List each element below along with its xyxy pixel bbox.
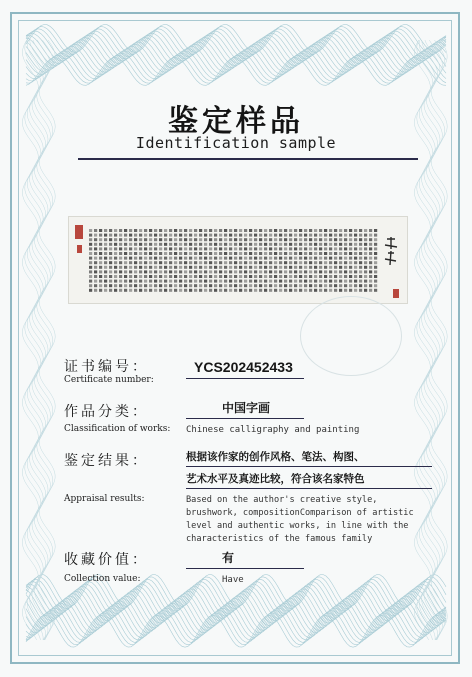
- certificate-number-value: YCS202452433: [194, 359, 293, 375]
- embossed-seal: [300, 296, 402, 376]
- collection-value-en: Have: [222, 575, 244, 585]
- appraisal-value-line2: 艺术水平及真迹比较，符合该名家特色: [186, 473, 365, 485]
- appraisal-value-en-line1: Based on the author's creative style,: [186, 495, 378, 505]
- value-underline: [186, 418, 304, 419]
- seal-stamp-small: [77, 245, 82, 253]
- title-english: Identification sample: [135, 134, 337, 152]
- appraisal-value-line1: 根据该作家的创作风格、笔法、构图、: [186, 451, 365, 463]
- seal-stamp: [75, 225, 83, 239]
- appraisal-label-en: Appraisal results:: [64, 494, 145, 504]
- artwork-image: [68, 216, 408, 304]
- appraisal-value-en-line3: level and authentic works, in line with the: [186, 521, 409, 531]
- appraisal-value-en-line2: brushwork, compositionComparison of artistic: [186, 508, 414, 518]
- classification-value-en: Chinese calligraphy and painting: [186, 425, 360, 435]
- signature-mark: [381, 235, 401, 269]
- seal-stamp-signature: [393, 289, 399, 298]
- collection-value: 有: [222, 551, 235, 565]
- classification-label-en: Classification of works:: [64, 424, 171, 434]
- collection-value-label: 收藏价值：: [64, 552, 149, 568]
- title-chinese: 鉴定样品: [168, 104, 304, 139]
- appraisal-value-en-line4: characteristics of the famous family: [186, 534, 373, 544]
- classification-label: 作品分类：: [64, 404, 149, 420]
- collection-value-label-en: Collection value:: [64, 574, 141, 584]
- classification-value: 中国字画: [222, 401, 271, 415]
- certificate-number-label: 证书编号：: [64, 359, 149, 375]
- certificate-number-label-en: Certificate number:: [64, 375, 154, 385]
- value-underline: [186, 378, 304, 379]
- value-underline: [186, 568, 304, 569]
- appraisal-label: 鉴定结果：: [64, 453, 149, 469]
- calligraphy-text: [89, 229, 379, 293]
- title-underline: [78, 158, 418, 160]
- value-underline: [186, 466, 432, 467]
- value-underline: [186, 488, 432, 489]
